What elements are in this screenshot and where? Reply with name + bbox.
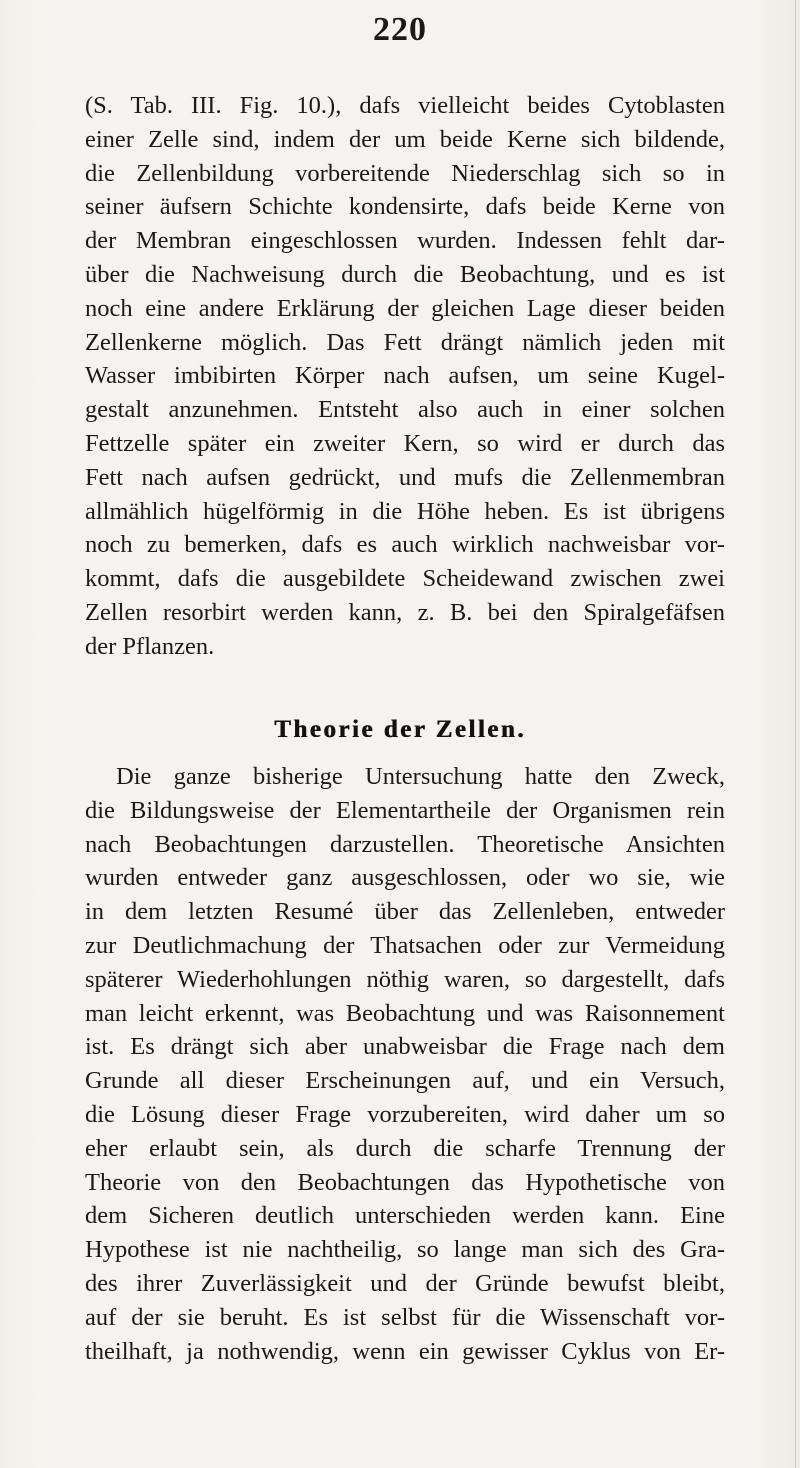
- text-line: dem Sicheren deutlich unterschieden werden kann. Eine: [85, 1202, 725, 1230]
- text-line: die Zellenbildung vorbereitende Niederschlag sich so in: [85, 159, 725, 187]
- text-line: ist. Es drängt sich aber unabweisbar die Frage nach dem: [85, 1033, 725, 1061]
- text-line: wurden entweder ganz ausgeschlossen, oder wo sie, wie: [85, 864, 725, 892]
- text-line: nach Beobachtungen darzustellen. Theoretische Ansichten: [85, 830, 725, 858]
- text-line: noch zu bemerken, dafs es auch wirklich nachweisbar vor-: [85, 531, 725, 559]
- text-line: Die ganze bisherige Untersuchung hatte den Zweck,: [116, 763, 725, 790]
- text-line: Wasser imbibirten Körper nach aufsen, um seine Kugel-: [85, 362, 725, 390]
- text-line: Hypothese ist nie nachtheilig, so lange man sich des Gra-: [85, 1236, 725, 1264]
- text-line: Zellenkerne möglich. Das Fett drängt nämlich jeden mit: [85, 328, 725, 356]
- text-line: theilhaft, ja nothwendig, wenn ein gewisser Cyklus von Er-: [85, 1337, 725, 1365]
- section-heading: Theorie der Zellen.: [274, 716, 526, 743]
- text-line: (S. Tab. III. Fig. 10.), dafs vielleicht beides Cytoblasten: [85, 92, 725, 119]
- text-line: späterer Wiederhohlungen nöthig waren, so dargestellt, dafs: [85, 965, 725, 993]
- text-line: seiner äufsern Schichte kondensirte, dafs beide Kerne von: [85, 193, 725, 221]
- text-line: allmählich hügelförmig in die Höhe heben. Es ist übrigens: [85, 497, 725, 525]
- text-line: Fett nach aufsen gedrückt, und mufs die Zellenmembran: [85, 463, 725, 491]
- page-number: 220: [373, 11, 427, 48]
- paragraph-2: [85, 760, 725, 1368]
- text-line: gestalt anzunehmen. Entsteht also auch in einer solchen: [85, 396, 725, 424]
- text-line: einer Zelle sind, indem der um beide Kerne sich bildende,: [85, 125, 725, 153]
- text-line: zur Deutlichmachung der Thatsachen oder zur Vermeidung: [85, 931, 725, 959]
- text-line: die Bildungsweise der Elementartheile der Organismen rein: [85, 796, 725, 824]
- text-line: der Membran eingeschlossen wurden. Indessen fehlt dar-: [85, 227, 725, 255]
- text-line: Zellen resorbirt werden kann, z. B. bei den Spiralgefäfsen: [85, 598, 725, 626]
- text-line: der Pflanzen.: [85, 632, 215, 660]
- text-line: Grunde all dieser Erscheinungen auf, und ein Versuch,: [85, 1067, 725, 1095]
- text-line: über die Nachweisung durch die Beobachtung, und es ist: [85, 260, 725, 288]
- text-line: auf der sie beruht. Es ist selbst für die Wissenschaft vor-: [85, 1303, 725, 1331]
- text-line: in dem letzten Resumé über das Zellenleben, entweder: [85, 898, 725, 926]
- text-line: man leicht erkennt, was Beobachtung und was Raisonnement: [85, 999, 725, 1027]
- paragraph-1: [85, 89, 725, 664]
- text-line: kommt, dafs die ausgebildete Scheidewand zwischen zwei: [85, 565, 725, 593]
- text-line: eher erlaubt sein, als durch die scharfe Trennung der: [85, 1134, 725, 1162]
- text-line: des ihrer Zuverlässigkeit und der Gründe bewufst bleibt,: [85, 1269, 725, 1297]
- text-line: Fettzelle später ein zweiter Kern, so wird er durch das: [85, 429, 725, 457]
- text-line: Theorie von den Beobachtungen das Hypothetische von: [85, 1168, 725, 1196]
- text-line: noch eine andere Erklärung der gleichen Lage dieser beiden: [85, 294, 725, 322]
- text-line: die Lösung dieser Frage vorzubereiten, wird daher um so: [85, 1100, 725, 1128]
